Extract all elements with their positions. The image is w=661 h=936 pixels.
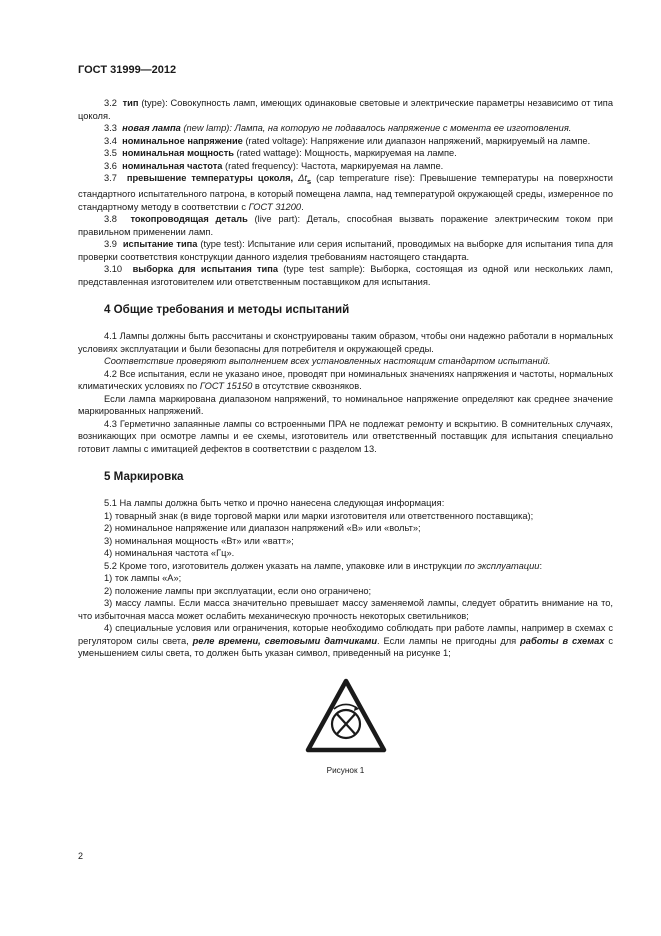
definition-3-3: 3.3 новая лампа (new lamp): Лампа, на которую не подавалось напряжение с момента ее изготовления. [104,123,572,133]
list-item: 4) номинальная частота «Гц». [104,548,235,559]
no-dimmer-symbol-icon [304,676,388,758]
definitions-list [78,97,613,288]
definition-3-10: 3.10 выборка для испытания типа (type test sample): Выборка, состоящая из одной или нескольких ламп, представленная изготовителем или ответственным поставщиком для испытания. [78,264,613,287]
definition-3-2: 3.2 тип (type): Совокупность ламп, имеющих одинаковые световые и электрические параметры независимо от типа цоколя. [78,98,613,121]
definition-3-4: 3.4 номинальное напряжение (rated voltage): Напряжение или диапазон напряжений, маркируемый на лампе. [104,135,591,146]
list-item: 1) ток лампы «А»; [104,573,182,584]
clause-4-3: 4.3 Герметично запаянные лампы со встроенными ПРА не подлежат ремонту и вскрытию. В сомнительных случаях, возникающих при осмотре лампы и ее схемы, изготовитель или ответственный поставщик для испытания специально готовит лампы с имитацией дефектов в соответствии с разделом 13. [78,418,613,454]
definition-3-8: 3.8 токопроводящая деталь (live part): Деталь, способная вызвать поражение электрическим током при правильном применении ламп. [78,214,613,237]
definition-3-5: 3.5 номинальная мощность (rated wattage): Мощность, маркируемая на лампе. [104,148,457,158]
clause-4-1: 4.1 Лампы должны быть рассчитаны и сконструированы таким образом, чтобы они надежно работали в нормальных условиях эксплуатации и были безопасны для потребителя и окружающей среды. [78,331,613,354]
section-5-heading: 5 Маркировка [104,470,184,484]
list-item-4-special-conditions: 4) специальные условия или ограничения, которые необходимо соблюдать при работе лампы, например в схемах с регулятором силы света, реле времени, световыми датчиками. Если лампы не пригодны для работы в схемах с уменьшением силы света, то должен быть указан символ, приведенный на рисунке 1; [78,623,613,659]
list-item: 2) номинальное напряжение или диапазон напряжений «В» или «вольт»; [104,523,421,534]
definition-3-7: 3.7 превышение температуры цоколя, $\Delta t_s$ (cap temperature rise): Превышение температуры на поверхности стандартного испытательного патрона, в который помещена лампа, над температурой окружающей среды, измеренное по стандартному методу в соответствии с ГОСТ 31200. [78,173,613,212]
definition-3-9: 3.9 испытание типа (type test): Испытание или серия испытаний, проводимых на выборке для испытания типа для проверки соответствия конструкции данного изделия требованиям настоящего стандарта. [78,239,613,262]
document-page [78,64,613,775]
clause-4-2: 4.2 Все испытания, если не указано иное, проводят при номинальных значениях напряжения и частоты, нормальных климатических условиях по ГОСТ 15150 в отсутствие сквозняков. [78,368,613,392]
clause-4-1-compliance: Соответствие проверяют выполнением всех установленных настоящим стандартом испытаний. [104,356,551,367]
list-item: 3) номинальная мощность «Вт» или «ватт»; [104,535,294,546]
clause-5-2: 5.2 Кроме того, изготовитель должен указать на лампе, упаковке или в инструкции по эксплуатации: [104,560,543,571]
clause-4-2-voltage-range: Если лампа маркирована диапазоном напряжений, то номинальное напряжение определяют как среднее значение маркированных напряжений. [78,393,613,417]
list-item: 3) массу лампы. Если масса значительно превышает массу заменяемой лампы, следует обратить внимание на то, что избыточная масса может ослабить механическую прочность некоторых светильников; [78,598,613,621]
document-header: ГОСТ 31999—2012 [78,64,177,76]
definition-3-6: 3.6 номинальная частота (rated frequency): Частота, маркируемая на лампе. [104,160,444,171]
list-item: 2) положение лампы при эксплуатации, если оно ограничено; [104,585,372,596]
page-number: 2 [78,851,84,861]
section-4-heading: 4 Общие требования и методы испытаний [104,303,350,317]
list-item: 1) товарный знак (в виде торговой марки или марки изготовителя или ответственного поставщика); [104,510,534,521]
clause-5-1: 5.1 На лампы должна быть четко и прочно нанесена следующая информация: [104,498,445,509]
figure-1 [78,676,613,775]
figure-caption: Рисунок 1 [326,765,365,775]
